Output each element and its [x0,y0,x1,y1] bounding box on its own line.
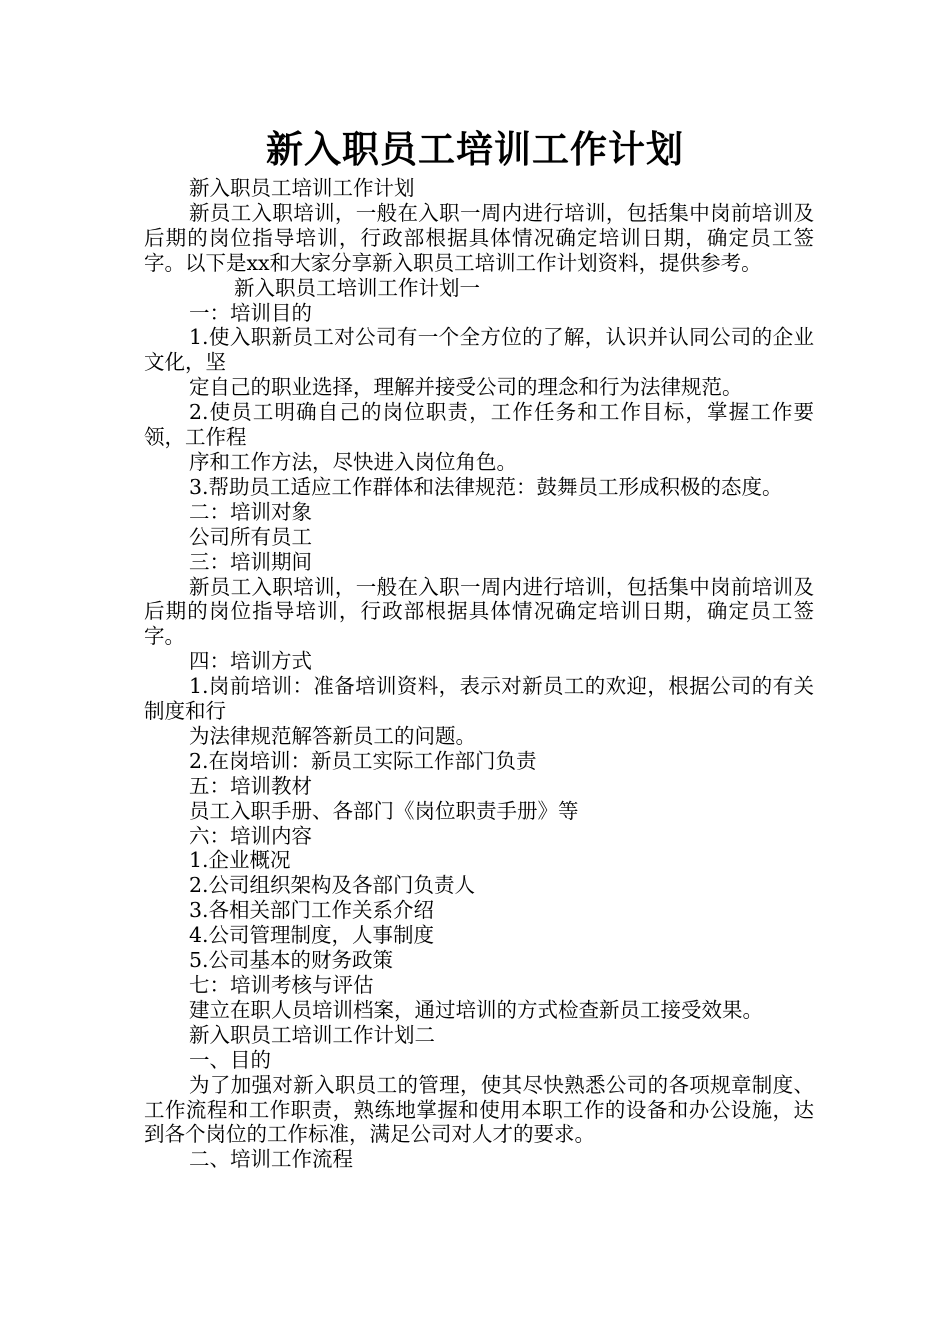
paragraph: 一、目的 [189,1047,271,1072]
paragraph: 五：培训教材 [189,773,312,798]
list-item: 5.公司基本的财务政策 [189,948,394,973]
section-heading: 新入职员工培训工作计划一 [234,275,480,300]
paragraph: 为了加强对新入职员工的管理，使其尽快熟悉公司的各项规章制度、工作流程和工作职责，熟练地掌握和使用本职工作的设备和办公设施，达到各个岗位的工作标准，满足公司对人才的要求。 [144,1072,814,1147]
paragraph: 新入职员工培训工作计划 [189,176,415,200]
list-item: 1.企业概况 [189,848,291,873]
paragraph: 六：培训内容 [189,823,312,848]
paragraph: 员工入职手册、各部门《岗位职责手册》等 [189,798,579,823]
paragraph: 一：培训目的 [189,300,312,325]
paragraph: 2.使员工明确自己的岗位职责，工作任务和工作目标，掌握工作要领，工作程 [144,400,814,450]
paragraph: 定自己的职业选择，理解并接受公司的理念和行为法律规范。 [189,375,743,400]
paragraph: 3.帮助员工适应工作群体和法律规范：鼓舞员工形成积极的态度。 [189,474,783,499]
paragraph: 为法律规范解答新员工的问题。 [189,723,476,748]
paragraph: 1.使入职新员工对公司有一个全方位的了解，认识并认同公司的企业文化，坚 [144,325,814,375]
document-body [144,176,814,1172]
paragraph: 七：培训考核与评估 [189,973,374,997]
paragraph: 二：培训对象 [189,499,312,524]
paragraph: 三：培训期间 [189,549,312,574]
list-item: 4.公司管理制度，人事制度 [189,923,435,948]
paragraph: 新员工入职培训，一般在入职一周内进行培训，包括集中岗前培训及后期的岗位指导培训，行政部根据具体情况确定培训日期，确定员工签字。 [144,574,814,649]
list-item: 3.各相关部门工作关系介绍 [189,898,435,923]
paragraph: 公司所有员工 [189,524,312,549]
list-item: 2.公司组织架构及各部门负责人 [189,873,476,898]
paragraph: 2.在岗培训：新员工实际工作部门负责 [189,748,537,773]
paragraph: 1.岗前培训：准备培训资料，表示对新员工的欢迎，根据公司的有关制度和行 [144,674,814,724]
section-heading: 新入职员工培训工作计划二 [189,1022,435,1047]
paragraph: 新员工入职培训，一般在入职一周内进行培训，包括集中岗前培训及后期的岗位指导培训，行政部根据具体情况确定培训日期，确定员工签字。以下是xx和大家分享新入职员工培训工作计划资料，提供参考。 [144,200,814,275]
document-title: 新入职员工培训工作计划 [266,128,684,171]
paragraph: 建立在职人员培训档案，通过培训的方式检查新员工接受效果。 [189,997,763,1022]
paragraph: 四：培训方式 [189,649,312,674]
paragraph: 序和工作方法，尽快进入岗位角色。 [189,449,517,474]
paragraph: 二、培训工作流程 [189,1147,353,1172]
